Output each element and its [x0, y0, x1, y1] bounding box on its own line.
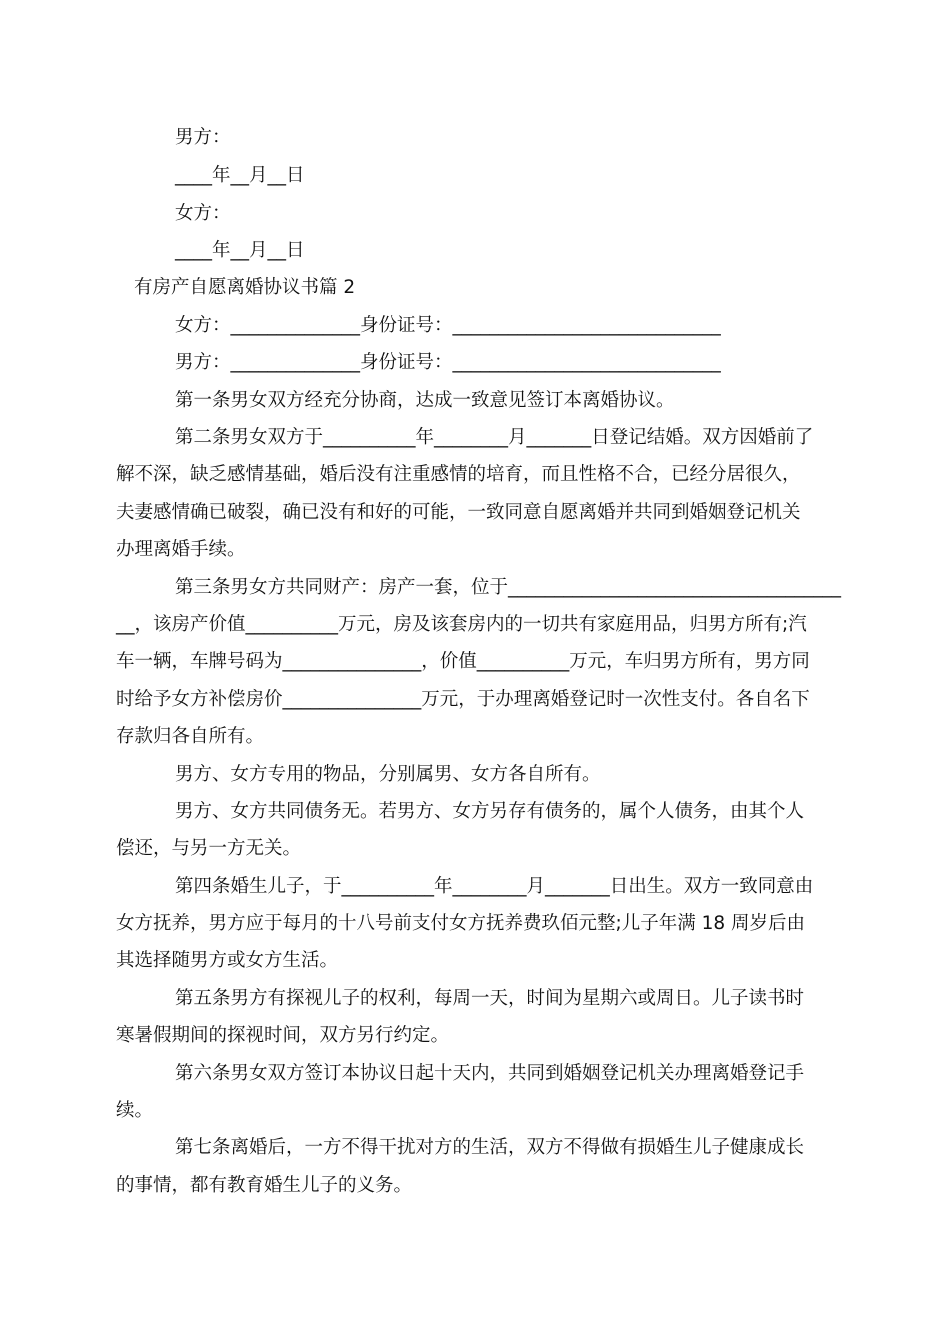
debt-paragraph-line-2: 偿还，与另一方无关。: [116, 838, 302, 859]
article-2-line-2: 解不深，缺乏感情基础，婚后没有注重感情的培育，而且性格不合，已经分居很久，: [116, 464, 801, 485]
party-male-line: 男方：______________身份证号：_____________________________: [175, 352, 721, 373]
signature-label-female: 女方：: [175, 203, 231, 224]
signature-date-male: ____年__月__日: [175, 165, 305, 186]
signature-date-female: ____年__月__日: [175, 240, 305, 261]
article-1: 第一条男女双方经充分协商，达成一致意见签订本离婚协议。: [175, 390, 675, 411]
article-3-line-1: 第三条男女方共同财产：房产一套，位于____________________________________: [175, 577, 842, 598]
article-7-line-1: 第七条离婚后，一方不得干扰对方的生活，双方不得做有损婚生儿子健康成长: [175, 1137, 805, 1158]
article-6-line-1: 第六条男女双方签订本协议日起十天内，共同到婚姻登记机关办理离婚登记手: [175, 1063, 805, 1084]
article-4-line-2: 女方抚养，男方应于每月的十八号前支付女方抚养费玖佰元整;儿子年满 18 周岁后由: [116, 913, 806, 934]
article-3-line-4: 时给予女方补偿房价_______________万元，于办理离婚登记时一次性支付。各自名下: [116, 689, 810, 710]
article-2-line-1: 第二条男女双方于__________年________月_______日登记结婚。双方因婚前了: [175, 427, 814, 448]
personal-items-paragraph: 男方、女方专用的物品，分别属男、女方各自所有。: [175, 764, 601, 785]
signature-label-male: 男方：: [175, 127, 231, 148]
article-2-line-3: 夫妻感情确已破裂，确已没有和好的可能，一致同意自愿离婚并共同到婚姻登记机关: [116, 502, 801, 523]
article-7-line-2: 的事情，都有教育婚生儿子的义务。: [116, 1175, 413, 1196]
article-3-line-2: __，该房产价值__________万元，房及该套房内的一切共有家庭用品，归男方所有;汽: [116, 614, 807, 635]
article-4-line-3: 其选择随男方或女方生活。: [116, 950, 339, 971]
party-female-line: 女方：______________身份证号：_____________________________: [175, 315, 721, 336]
article-4-line-1: 第四条婚生儿子，于__________年________月_______日出生。双方一致同意由: [175, 876, 814, 897]
article-6-line-2: 续。: [116, 1100, 154, 1121]
article-2-line-4: 办理离婚手续。: [116, 539, 246, 560]
article-3-line-5: 存款归各自所有。: [116, 726, 265, 747]
debt-paragraph-line-1: 男方、女方共同债务无。若男方、女方另存有债务的，属个人债务，由其个人: [175, 801, 805, 822]
article-3-line-3: 车一辆，车牌号码为_______________，价值__________万元，车归男方所有，男方同: [116, 651, 810, 672]
article-5-line-1: 第五条男方有探视儿子的权利，每周一天，时间为星期六或周日。儿子读书时: [175, 988, 805, 1009]
article-5-line-2: 寒暑假期间的探视时间，双方另行约定。: [116, 1025, 450, 1046]
section-title: 有房产自愿离婚协议书篇 2: [134, 277, 356, 298]
